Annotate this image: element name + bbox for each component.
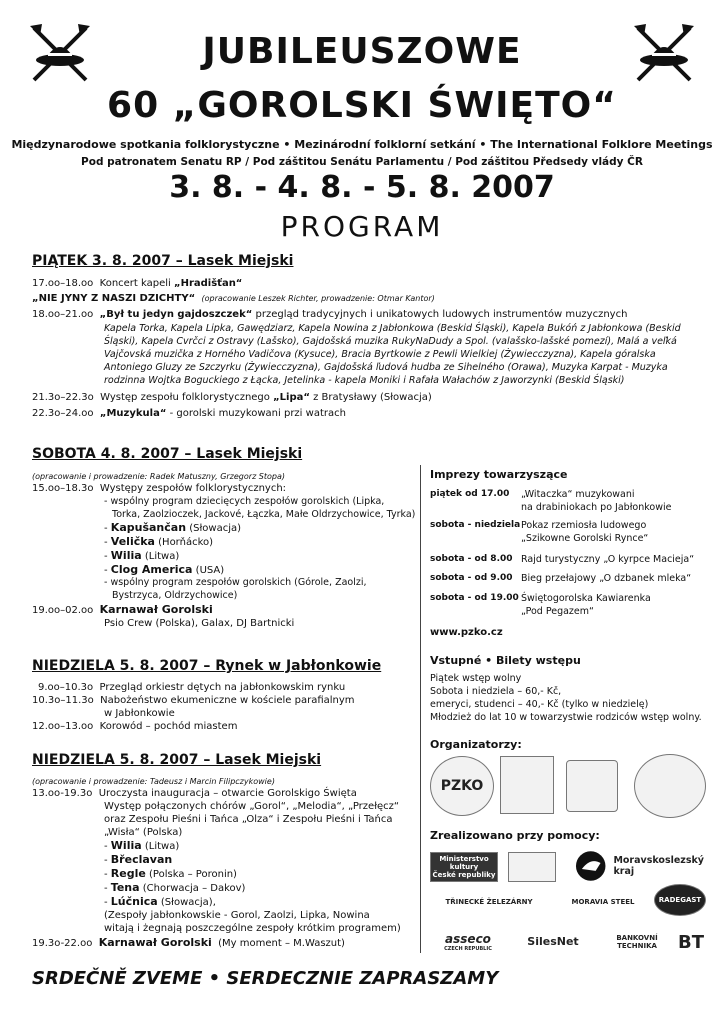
ensemble: Wilia xyxy=(110,839,142,852)
saturday-heading: SOBOTA 4. 8. 2007 – Lasek Miejski xyxy=(32,446,303,462)
bankovni-technika-logo: BANKOVNÍ TECHNIKA BT xyxy=(600,930,704,954)
friday-row-2 xyxy=(32,292,435,305)
asseco-logo xyxy=(430,930,506,954)
subtitle-patronage: Pod patronatem Senatu RP / Pod záštitou Senátu Parlamentu / Pod záštitou Předsedy vlády ČR xyxy=(81,156,643,168)
sunday-lasek-z2: witają i żegnają poszczególne zespoły krótkim programem) xyxy=(104,923,401,934)
sunday-lasek-row-1 xyxy=(32,787,357,800)
ensemble: Velička xyxy=(110,535,155,548)
event-name: „Hradišťan“ xyxy=(174,278,243,289)
event-note: (opracowanie Leszek Richter, prowadzenie: Otmar Kantor) xyxy=(201,294,435,303)
friday-row-5 xyxy=(32,407,346,420)
folklore-emblem-logo xyxy=(566,760,618,812)
kraj-line-1: Moravskoslezský xyxy=(613,855,704,866)
silesnet-logo xyxy=(518,930,588,952)
website-link[interactable]: www.pzko.cz xyxy=(430,627,503,638)
origin: (Chorwacja – Dakov) xyxy=(139,883,246,894)
origin: (Słowacja) xyxy=(186,523,242,534)
side-event-5-a: Świętogorolska Kawiarenka xyxy=(521,593,651,604)
origin: (Polska – Poronin) xyxy=(145,869,237,880)
sunday-rynek-row-1 xyxy=(38,681,345,694)
tickets-line-4: Młodzież do lat 10 w towarzystwie rodziców wstęp wolny. xyxy=(430,712,702,723)
ministry-of-culture-logo xyxy=(430,852,498,882)
time: 9.oo–10.3o xyxy=(38,682,94,693)
ensemble: Wilia xyxy=(110,549,142,562)
ensemble: Kapušančan xyxy=(110,521,187,534)
time: 19.3o-22.oo xyxy=(32,938,93,949)
event-text: Występ zespołu folklorystycznego xyxy=(100,392,274,403)
side-event-1-when: piątek od 17.00 xyxy=(430,489,510,499)
bankovni-technika-text: BANKOVNÍ TECHNIKA xyxy=(616,934,658,950)
sunday-lasek-lucnica: - Lúčnica (Słowacja), xyxy=(104,895,216,908)
saturday-sub-1: - wspólny program dziecięcych zespołów gorolskich (Lipka, xyxy=(104,496,385,507)
time: 21.3o–22.3o xyxy=(32,392,94,403)
saturday-sub-3: - Velička (Horňácko) xyxy=(104,535,214,548)
moravskoslezsky-kraj-logo xyxy=(574,848,704,884)
saturday-note: (opracowanie i prowadzenie: Radek Matuszny, Grzegorz Stopa) xyxy=(32,472,286,481)
silesnet-text: SilesNet xyxy=(527,934,579,948)
side-event-4-when: sobota - od 9.00 xyxy=(430,573,513,583)
sunday-rynek-heading: NIEDZIELA 5. 8. 2007 – Rynek w Jabłonkowie xyxy=(32,658,382,674)
saturday-sub-4: - Wilia (Litwa) xyxy=(104,549,180,562)
program-heading: PROGRAM xyxy=(280,210,444,243)
ensemble: Břeclavan xyxy=(110,853,173,866)
origin: (Horňácko) xyxy=(154,537,214,548)
time: 10.3o–11.3o xyxy=(32,695,94,706)
side-event-2-when: sobota - niedziela xyxy=(430,520,521,530)
side-event-1-b: na drabiniokach po Jabłonkowie xyxy=(521,502,672,513)
event-text: Korowód – pochód miastem xyxy=(99,721,238,732)
sponsors-heading: Zrealizowano przy pomocy: xyxy=(430,829,600,842)
event-note: (My moment – M.Waszut) xyxy=(218,938,345,949)
event-text: Nabożeństwo ekumeniczne w kościele parafialnym xyxy=(100,695,355,706)
asseco-subtext: CZECH REPUBLIC xyxy=(444,946,492,952)
asseco-text: asseco xyxy=(445,932,491,946)
event-text: Uroczysta inauguracja – otwarcie Gorolskigo Święta xyxy=(98,788,357,799)
event-text: Przegląd orkiestr dętych na jabłonkowskim rynku xyxy=(99,682,346,693)
friday-heading: PIĄTEK 3. 8. 2007 – Lasek Miejski xyxy=(32,253,294,269)
sunday-lasek-line-3: oraz Zespołu Pieśni i Tańca „Olza“ i Zespołu Pieśni i Tańca xyxy=(104,814,393,825)
time: 22.3o–24.oo xyxy=(32,408,94,419)
friday-row-1 xyxy=(32,277,242,290)
sunday-lasek-line-2: Występ połączonych chórów „Gorol“, „Melodia“, „Przełęcz“ xyxy=(104,801,400,812)
side-event-5-b: „Pod Pegazem“ xyxy=(521,606,594,617)
saturday-row-1 xyxy=(32,482,286,495)
czech-lion-logo xyxy=(508,852,556,882)
sunday-lasek-heading: NIEDZIELA 5. 8. 2007 – Lasek Miejski xyxy=(32,752,322,768)
event-name: Karnawał Gorolski xyxy=(99,603,213,616)
sunday-lasek-regle: - Regle (Polska – Poronin) xyxy=(104,867,237,880)
origin: (USA) xyxy=(192,565,225,576)
pzko-logo xyxy=(430,756,494,816)
saturday-sub-2: - Kapušančan (Słowacja) xyxy=(104,521,242,534)
saturday-sub-5: - Clog America (USA) xyxy=(104,563,225,576)
tickets-line-1: Piątek wstęp wolny xyxy=(430,673,522,684)
side-event-3-a: Rajd turystyczny „O kyrpce Macieja“ xyxy=(521,554,695,565)
event-name: „NIE JYNY Z NASZI DZICHTY“ xyxy=(32,293,196,304)
side-event-5-when: sobota - od 19.00 xyxy=(430,593,519,603)
origin: (Litwa) xyxy=(141,841,180,852)
title-line-2: 60 „GOROLSKI ŚWIĘTO“ xyxy=(107,85,617,126)
sunday-lasek-z1: (Zespoły jabłonkowskie - Gorol, Zaolzi, Lipka, Nowina xyxy=(104,910,370,921)
side-event-2-a: Pokaz rzemiosła ludowego xyxy=(521,520,647,531)
origin: (Litwa) xyxy=(141,551,180,562)
event-name: „Muzykula“ xyxy=(99,408,167,419)
ministry-line-2: České republiky xyxy=(432,871,496,879)
radegast-text: RADEGAST xyxy=(658,896,702,904)
sunday-rynek-row-2 xyxy=(32,694,355,707)
tickets-heading: Vstupné • Bilety wstępu xyxy=(430,654,581,667)
sunday-lasek-breclavan: - Břeclavan xyxy=(104,853,173,866)
time: 12.oo–13.oo xyxy=(32,721,94,732)
sunday-lasek-wilia: - Wilia (Litwa) xyxy=(104,839,180,852)
pzko-logo-text: PZKO xyxy=(440,778,484,794)
trinecke-text: TŘINECKÉ ŽELEZÁRNY xyxy=(445,898,533,906)
column-divider xyxy=(420,465,421,953)
organizers-heading: Organizatorzy: xyxy=(430,738,522,751)
ceske-dzvonky-logo xyxy=(634,754,706,818)
event-name: „Lipa“ xyxy=(273,392,310,403)
sunday-lasek-row-2 xyxy=(32,936,345,950)
tickets-line-2: Sobota i niedziela – 60,- Kč, xyxy=(430,686,562,697)
friday-row-3 xyxy=(32,308,627,321)
footer-invitation: SRDEČNĚ ZVEME • SERDECZNIE ZAPRASZAMY xyxy=(32,968,499,989)
side-event-4-a: Bieg przełajowy „O dzbanek mleka“ xyxy=(521,573,692,584)
saturday-row-2 xyxy=(32,603,213,617)
kraj-line-2: kraj xyxy=(613,866,635,877)
event-dates: 3. 8. - 4. 8. - 5. 8. 2007 xyxy=(169,170,555,205)
saturday-sub-6b: Bystrzyca, Oldrzychowice) xyxy=(112,590,238,601)
event-text: - gorolski muzykowani przi watrach xyxy=(166,408,346,419)
event-text: Koncert kapeli xyxy=(99,278,174,289)
ensemble: Tena xyxy=(110,881,140,894)
event-name: „Był tu jedyn gajdoszczek“ xyxy=(99,309,253,320)
event-name: Karnawał Gorolski xyxy=(98,936,212,949)
side-events-heading: Imprezy towarzyszące xyxy=(430,468,568,481)
ensemble: Lúčnica xyxy=(110,895,158,908)
sunday-rynek-row-2b: w Jabłonkowie xyxy=(104,708,175,719)
friday-bands-list: Kapela Torka, Kapela Lipka, Gawędziarz, Kapela Nowina z Jabłonkowa (Beskid Śląski), Kapela Bukóń z Jabłonkowa (Beskid Śląski), Kapela Cvrčci z Ostravy (Lašsko), Gajdošská muzika RukyNaDudy a Spol. (valašsko-lašské pomezí), Malá a veľká Vajčovská muzička z Horného Vadičova (Kysuce), Bracia Byrtkowie z Pewli Wielkiej (Żywiecczyzna), Kapela góralska Antoniego Gluzy ze Szczyrku (Żywiecczyzna), Gajdošská ľudová hudba ze Sihelného (Orawa), Muzyka Karpat - Muzyka rodzinna Wojtka Boguckiego z Łącka, Jetelinka - kapela Moniki i Rafała Wałachów z Jaworzynki (Beskid Śląski) xyxy=(104,323,681,386)
sunday-lasek-line-4: „Wisła“ (Polska) xyxy=(104,827,183,838)
moravia-steel-text: MORAVIA STEEL xyxy=(571,898,635,906)
side-event-3-when: sobota - od 8.00 xyxy=(430,554,513,564)
trinecke-zelezarny-logo xyxy=(430,892,548,912)
time: 19.oo–02.oo xyxy=(32,605,94,616)
saturday-sub-1b: Torka, Zaolzioczek, Jackové, Łączka, Małe Oldrzychowice, Tyrka) xyxy=(112,509,416,520)
kraj-symbol-icon xyxy=(574,849,607,883)
ensemble: Clog America xyxy=(110,563,193,576)
side-event-2-b: „Szikowne Gorolski Rynce“ xyxy=(521,533,649,544)
moravia-steel-logo xyxy=(560,892,646,912)
origin: (Słowacja), xyxy=(157,897,216,908)
radegast-logo xyxy=(654,884,706,916)
town-coat-of-arms-logo xyxy=(500,756,554,814)
time: 13.oo-19.3o xyxy=(32,788,93,799)
sunday-rynek-row-3 xyxy=(32,720,237,733)
sunday-lasek-note: (opracowanie i prowadzenie: Tadeusz i Marcin Filipczykowie) xyxy=(32,777,275,786)
ensemble: Regle xyxy=(110,867,146,880)
saturday-sub-6: - wspólny program zespołów gorolskich (Górole, Zaolzi, xyxy=(104,577,367,588)
event-text: przegląd tradycyjnych i unikatowych ludowych instrumentów muzycznych xyxy=(252,309,628,320)
tickets-line-3: emeryci, studenci – 40,- Kč (tylko w niedzielę) xyxy=(430,699,649,710)
friday-row-4 xyxy=(32,391,432,404)
ministry-line-1: Ministerstvo kultury xyxy=(439,855,489,871)
saturday-row-2-sub: Psio Crew (Polska), Galax, DJ Bartnicki xyxy=(104,618,295,629)
event-text: Występy zespołów folklorystycznych: xyxy=(99,483,287,494)
event-text: z Bratysławy (Słowacja) xyxy=(309,392,432,403)
subtitle-meetings: Międzynarodowe spotkania folklorystyczne • Mezinárodní folklorní setkání • The International Folklore Meetings xyxy=(11,138,713,151)
side-event-1-a: „Witaczka“ muzykowani xyxy=(521,489,635,500)
time: 18.oo–21.oo xyxy=(32,309,94,320)
sunday-lasek-tena: - Tena (Chorwacja – Dakov) xyxy=(104,881,246,894)
time: 17.oo–18.oo xyxy=(32,278,94,289)
time: 15.oo–18.3o xyxy=(32,483,94,494)
title-line-1: JUBILEUSZOWE xyxy=(202,31,522,72)
